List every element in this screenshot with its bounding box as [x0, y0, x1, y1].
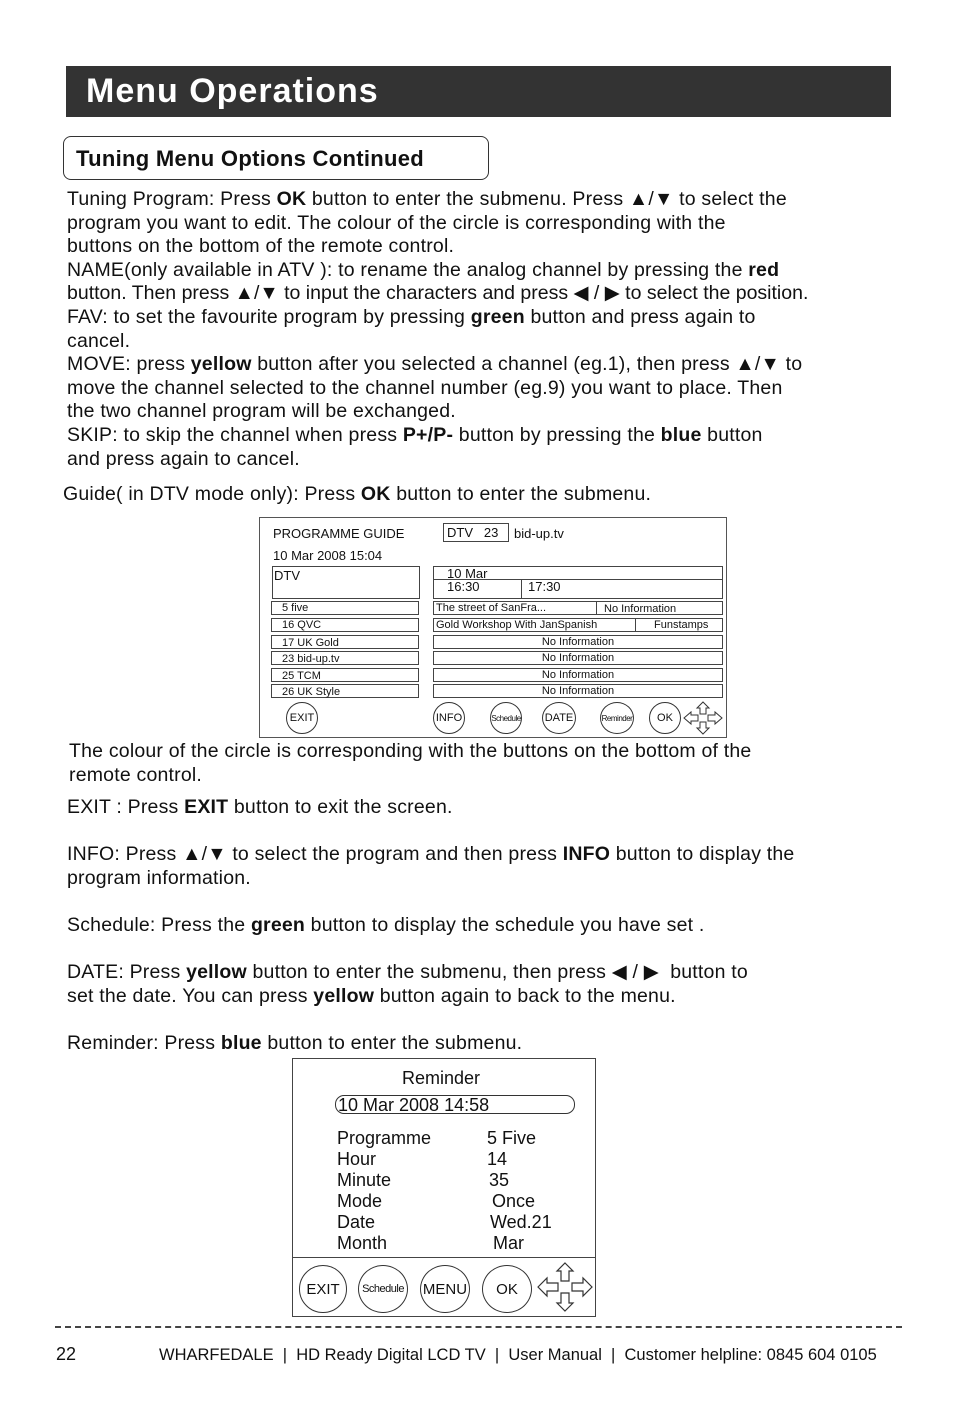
- date-button[interactable]: DATE: [542, 702, 576, 734]
- guide-dtv-box: DTV 23: [443, 523, 509, 542]
- reminder-label: Hour: [337, 1149, 377, 1169]
- schedule-description: Schedule: Press the green button to display the schedule you have set .: [67, 914, 705, 936]
- guide-channel-name: bid-up.tv: [514, 526, 564, 541]
- list-item[interactable]: No Information: [433, 635, 723, 649]
- list-item[interactable]: Gold Workshop With JanSpanish Funstamps: [433, 618, 723, 632]
- page-number: 22: [56, 1344, 77, 1364]
- schedule-button[interactable]: Schedule: [358, 1265, 408, 1313]
- list-item[interactable]: The street of SanFra... No Information: [433, 601, 723, 615]
- page-title: Menu Operations: [86, 72, 379, 110]
- guide-datetime: 10 Mar 2008 15:04: [273, 548, 383, 563]
- reminder-value[interactable]: 35: [489, 1170, 510, 1190]
- info-button[interactable]: INFO: [433, 702, 465, 734]
- arrow-cross-icon: [681, 701, 725, 735]
- reminder-figure: [292, 1058, 596, 1317]
- footer-divider: [55, 1326, 902, 1328]
- ok-button[interactable]: OK: [482, 1265, 532, 1313]
- list-item[interactable]: 17 UK Gold: [271, 635, 419, 649]
- menu-button[interactable]: MENU: [420, 1265, 470, 1313]
- exit-button[interactable]: EXIT: [299, 1265, 347, 1313]
- reminder-datetime-field[interactable]: 10 Mar 2008 14:58: [335, 1095, 575, 1114]
- reminder-label: Mode: [337, 1191, 383, 1211]
- tuning-paragraph: Tuning Program: Press OK button to enter the submenu. Press ▲/▼ to select the program you want to edit. The colour of the circle is corresponding with the buttons on the bottom of the remote control. NAME(only available in ATV ): to rename the analog channel by pressing the red button. Then press ▲/▼ to input the characters and press ◀ / ▶ to select the position. FAV: to set the favourite program by pressing green button and press again to cancel. MOVE: press yellow button after you selected a channel (eg.1), then press ▲/▼ to move the channel selected to the channel number (eg.9) you want to place. Then the two channel program will be exchanged. SKIP: to skip the channel when press P+/P- button by pressing the blue button and press again to cancel.: [67, 188, 809, 470]
- list-item[interactable]: No Information: [433, 684, 723, 698]
- section-title: Tuning Menu Options Continued: [76, 146, 425, 171]
- reminder-value[interactable]: Mar: [493, 1233, 524, 1253]
- guide-left-header: DTV: [272, 566, 420, 599]
- guide-timeline: 10 Mar 16:30 17:30: [433, 566, 723, 599]
- list-item[interactable]: 26 UK Style: [271, 684, 419, 698]
- list-item[interactable]: 25 TCM: [271, 668, 419, 682]
- guide-title: PROGRAMME GUIDE: [273, 526, 405, 541]
- reminder-button[interactable]: Reminder: [600, 702, 634, 734]
- reminder-title: Reminder: [402, 1068, 481, 1088]
- reminder-label: Date: [337, 1212, 376, 1232]
- list-item[interactable]: No Information: [433, 651, 723, 665]
- programme-guide-figure: [259, 517, 727, 738]
- reminder-description: Reminder: Press blue button to enter the submenu.: [67, 1032, 523, 1054]
- guide-intro: Guide( in DTV mode only): Press OK button to enter the submenu.: [63, 483, 652, 505]
- section-heading-box: [63, 136, 489, 180]
- reminder-label: Minute: [337, 1170, 392, 1190]
- list-item[interactable]: 23 bid-up.tv: [271, 651, 419, 665]
- page-header: [66, 66, 891, 117]
- info-description: INFO: Press ▲/▼ to select the program and then press INFO button to display the program information.: [67, 843, 795, 889]
- footer-text: WHARFEDALE | HD Ready Digital LCD TV | User Manual | Customer helpline: 0845 604 0105: [159, 1346, 877, 1364]
- ok-button[interactable]: OK: [649, 702, 681, 734]
- exit-description: EXIT : Press EXIT button to exit the screen.: [67, 796, 453, 818]
- date-description: DATE: Press yellow button to enter the submenu, then press ◀ / ▶ button to set the date. You can press yellow button again to back to the menu.: [67, 961, 748, 1007]
- reminder-value[interactable]: 5 Five: [487, 1128, 537, 1148]
- reminder-label: Programme: [337, 1128, 432, 1148]
- colour-note: The colour of the circle is corresponding with the buttons on the bottom of the remote control.: [69, 740, 752, 786]
- reminder-value[interactable]: Wed.21: [490, 1212, 552, 1232]
- list-item[interactable]: 5 five: [271, 601, 419, 615]
- arrow-cross-icon: [536, 1262, 594, 1312]
- reminder-value[interactable]: 14: [487, 1149, 508, 1169]
- reminder-value[interactable]: Once: [492, 1191, 536, 1211]
- reminder-label: Month: [337, 1233, 388, 1253]
- schedule-button[interactable]: Schedule: [490, 702, 522, 734]
- list-item[interactable]: 16 QVC: [271, 618, 419, 632]
- exit-button[interactable]: EXIT: [286, 702, 318, 734]
- list-item[interactable]: No Information: [433, 668, 723, 682]
